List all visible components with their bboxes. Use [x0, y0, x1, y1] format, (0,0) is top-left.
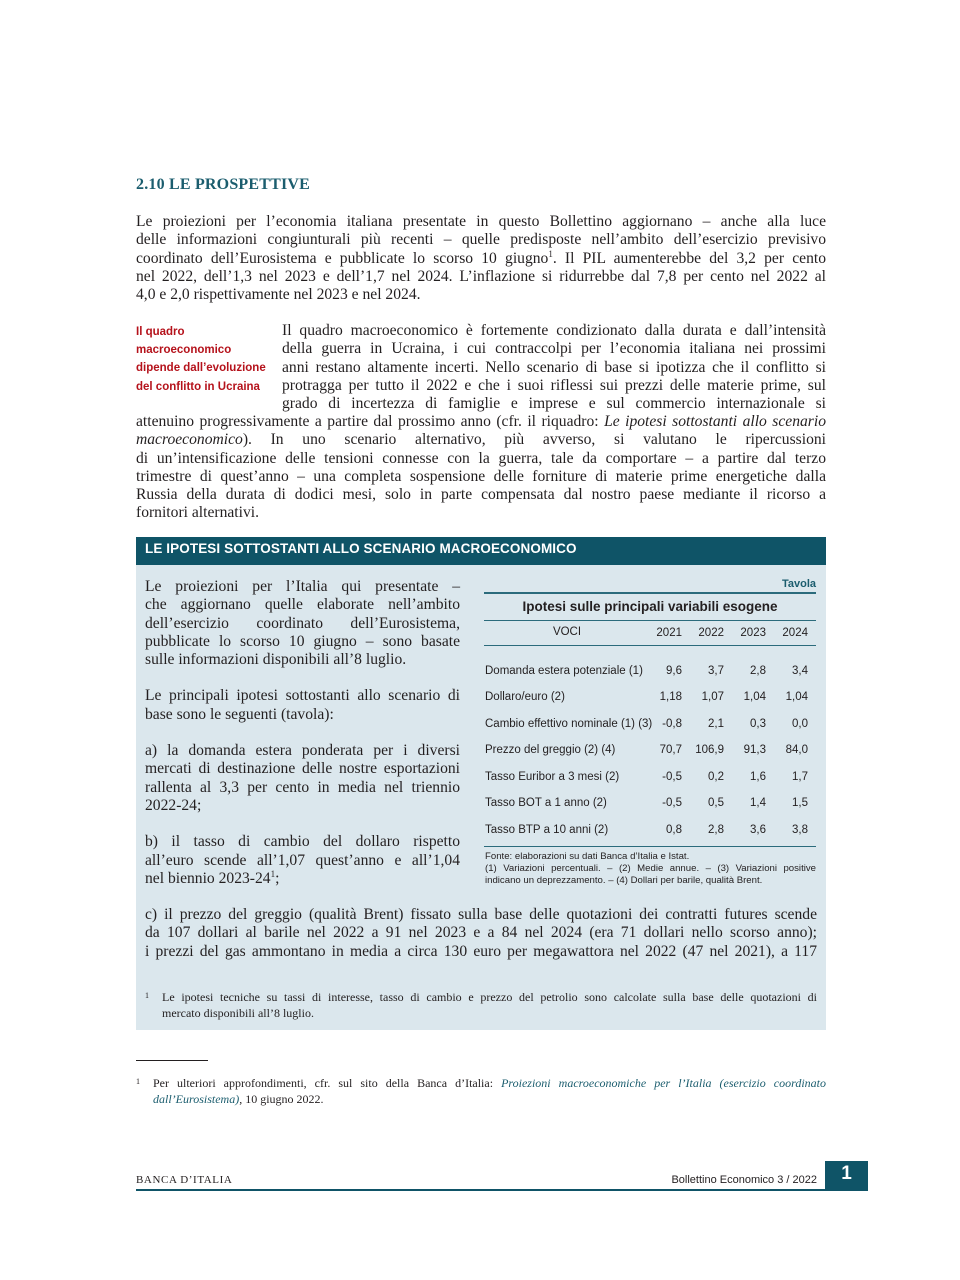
table-cell: 1,04 [785, 691, 808, 703]
text-line: mercati di destinazione delle nostre esportazioni [145, 760, 460, 778]
text-line: Russia della durata di dodici mesi, solo in parte compensata dal nostro paese mediante il ricorso a [136, 486, 826, 504]
table-header-cell: VOCI [552, 626, 582, 638]
page-number: 1 [841, 1163, 852, 1184]
table-header-cell: 2024 [782, 627, 808, 639]
table-label: Tavola [781, 578, 816, 590]
text-line: da 107 dollari al barile nel 2022 a 91 nel 2023 e a 84 nel 2024 (era 71 dollari nello scorso anno); [145, 924, 817, 942]
text-line: dall’Eurosistema), 10 giugno 2022. [153, 1091, 324, 1106]
table-row-label: Tasso BOT a 1 anno (2) [485, 797, 607, 809]
text-line: protragga per tutto il 2022 e che i suoi riflessi sui prezzi delle materie prime, sul [282, 376, 826, 394]
text-line: Le principali ipotesi sottostanti allo scenario di [145, 687, 460, 705]
table-cell: 1,5 [792, 797, 808, 809]
projections-link[interactable]: Proiezioni macroeconomiche per l’Italia (esercizio coordinato [501, 1076, 826, 1090]
table-row-label: Domanda estera potenziale (1) [485, 665, 643, 677]
table-header-cell: 2022 [698, 627, 724, 639]
table-header-cell: 2021 [656, 627, 682, 639]
table-cell: -0,5 [662, 797, 682, 809]
text-line: nel 2022, dell’1,3 nel 2023 e dell’1,7 nel 2024. L’inflazione si ridurrebbe dal 7,8 per cento nel 2022 al [136, 267, 826, 285]
table-cell: -0,5 [662, 771, 682, 783]
text-line: coordinato dell’Eurosistema e pubblicate lo scorso 10 giugno$^1$. Il PIL aumenterebbe del 3,2 per cento [136, 248, 826, 267]
footer-publication: Bollettino Economico 3 / 2022 [671, 1174, 817, 1186]
footnote-divider [136, 1060, 208, 1061]
table-cell: 2,8 [708, 824, 724, 836]
table-row-label: Prezzo del greggio (2) (4) [485, 744, 616, 756]
text-line: macroeconomico). In uno scenario alternativo, più avverso, si valutano le ripercussioni [136, 431, 826, 449]
text-line: c) il prezzo del greggio (qualità Brent) fissato sulla base delle quotazioni dei contratti futures scende [145, 906, 817, 923]
page-footnote [136, 1076, 826, 1107]
text-line: attenuino progressivamente a partire dal prossimo anno (cfr. il riquadro: Le ipotesi sottostanti allo scenario [136, 413, 826, 430]
table-row-label: Cambio effettivo nominale (1) (3) [485, 718, 653, 730]
text-line: pubblicate lo scorso 10 giugno – sono basate [145, 632, 460, 650]
text-line: b) il tasso di cambio del dollaro rispetto [145, 833, 460, 851]
table-cell: 91,3 [743, 744, 766, 756]
table-cell: 0,8 [666, 824, 682, 836]
footer-rule [136, 1189, 868, 1191]
text-line: che aggiornano quelle elaborate nell’ambito [145, 596, 460, 614]
table-cell: 2,8 [750, 665, 766, 677]
table-cell: 9,6 [666, 665, 682, 677]
margin-note [136, 323, 276, 396]
text-line: Le proiezioni per l’economia italiana presentate in questo Bollettino aggiornano – anche alla luce [136, 213, 826, 230]
box-footnote [145, 990, 817, 1021]
section-title: 2.10 LE PROSPETTIVE [136, 176, 311, 193]
paragraph-continued [136, 413, 826, 523]
text-line: delle informazioni congiunturali più recenti – quelle predisposte nell’ambito dell’esercizio previsivo [136, 231, 826, 249]
text-line: 4,0 e 2,0 rispettivamente nel 2023 e nel 2024. [136, 286, 421, 304]
text-line: Le ipotesi tecniche su tassi di interesse, tasso di cambio e prezzo del petrolio sono calcolate sulla base delle quotazioni di [162, 990, 817, 1004]
text-line: di un’intensificazione delle tensioni connesse con la guerra, tale da comportare – a partire dal terzo [136, 449, 826, 467]
margin-note-line: Il quadro [136, 326, 185, 338]
footnote-mark: 1 [145, 991, 149, 1000]
text-line: mercato disponibili all’8 luglio. [162, 1005, 314, 1020]
table-cell: 3,4 [792, 665, 808, 677]
table-cell: 0,0 [792, 718, 808, 730]
table-cell: 0,2 [708, 771, 724, 783]
text-line: Le proiezioni per l’Italia qui presentate – [145, 578, 460, 595]
table-bottom-rule [484, 846, 816, 847]
text-line: Il quadro macroeconomico è fortemente condizionato dalla durata e dall’intensità [282, 322, 826, 339]
table-cell: 2,1 [708, 718, 724, 730]
text-line: trimestre di quest’anno – una completa sospensione delle forniture di materie prime energetiche dalla [136, 467, 826, 485]
table-cell: 0,5 [708, 797, 724, 809]
table-row-label: Tasso BTP a 10 anni (2) [485, 824, 609, 836]
footnote-mark: 1 [136, 1077, 140, 1086]
table-title-rule [484, 620, 816, 621]
box-reference[interactable]: macroeconomico [136, 431, 243, 449]
table-cell: -0,8 [662, 718, 682, 730]
margin-note-line: del conflitto in Ucraina [136, 380, 260, 393]
text-line: sulle informazioni disponibili all’8 luglio. [145, 651, 407, 669]
intro-paragraph [136, 213, 826, 304]
box-full-paragraph [145, 906, 817, 961]
footnote-ref[interactable]: 1 [270, 868, 276, 879]
projections-link[interactable]: dall’Eurosistema) [153, 1091, 240, 1106]
box-reference[interactable]: Le ipotesi sottostanti allo scenario [604, 413, 826, 430]
table-cell: 0,3 [750, 718, 766, 730]
text-line: nel biennio $2023-24^1$; [145, 868, 280, 887]
text-line: 2022-24; [145, 796, 202, 814]
table-row-label: Dollaro/euro (2) [485, 691, 565, 703]
table-note-line: indicano un deprezzamento. – (4) Dollari per barile, qualità Brent. [485, 874, 763, 886]
table-cell: 3,8 [792, 824, 808, 836]
table-cell: 1,18 [659, 691, 682, 703]
table-header-rule [484, 645, 816, 646]
table-cell: 1,07 [701, 691, 724, 703]
text-line: i prezzi del gas ammontano in media a circa 130 euro per megawattora nel 2022 (47 nel 2021), a 117 [145, 942, 817, 960]
margin-note-line: macroeconomico [136, 344, 232, 357]
box-left-column [145, 578, 460, 888]
table-header-cell: 2023 [740, 627, 766, 639]
text-line: a) la domanda estera ponderata per i diversi [145, 742, 460, 760]
table-cell: 1,04 [743, 691, 766, 703]
table-row-label: Tasso Euribor a 3 mesi (2) [485, 771, 620, 783]
table-top-rule [484, 592, 816, 594]
text-line: anni restano altamente incerti. Nello scenario di base si ipotizza che il conflitto si [282, 358, 826, 376]
paragraph-wrapped [282, 322, 826, 413]
table-cell: 106,9 [695, 744, 724, 756]
table-notes [485, 851, 816, 886]
table-cell: 84,0 [785, 744, 808, 756]
table-cell: 3,7 [708, 665, 724, 677]
text-line: dell’esercizio coordinato dell’Eurosistema, [145, 614, 460, 632]
text-line: all’euro scende all’1,07 quest’anno e all’1,04 [145, 851, 460, 869]
text-line: grado di incertezza di famiglie e imprese e sul commercio internazionale si [282, 395, 826, 413]
footer-publisher: BANCA D’ITALIA [136, 1174, 233, 1186]
margin-note-line: dipende dall’evoluzione [136, 362, 266, 375]
table-cell: 3,6 [750, 824, 766, 836]
table-cell: 1,6 [750, 771, 766, 783]
table-note-line: (1) Variazioni percentuali. – (2) Medie annue. – (3) Variazioni positive [485, 862, 816, 874]
info-box-title: LE IPOTESI SOTTOSTANTI ALLO SCENARIO MACROECONOMICO [145, 541, 577, 556]
table-cell: 1,7 [792, 771, 808, 783]
table-note-line: Fonte: elaborazioni su dati Banca d’Italia e Istat. [485, 851, 690, 862]
text-line: Per ulteriori approfondimenti, cfr. sul sito della Banca d’Italia: Proiezioni macroeconomiche per l’Italia (esercizio coordinato [153, 1076, 826, 1090]
table-cell: 1,4 [750, 797, 766, 809]
text-line: rallenta al 3,3 per cento in media nel triennio [145, 778, 460, 796]
footnote-ref[interactable]: 1 [548, 248, 553, 259]
text-line: base sono le seguenti (tavola): [145, 705, 334, 723]
text-line: della guerra in Ucraina, i cui contraccolpi per l’economia italiana nei prossimi [282, 340, 826, 358]
text-line: fornitori alternativi. [136, 504, 259, 522]
table-title: Ipotesi sulle principali variabili esogene [522, 599, 778, 614]
table-cell: 70,7 [659, 744, 682, 756]
